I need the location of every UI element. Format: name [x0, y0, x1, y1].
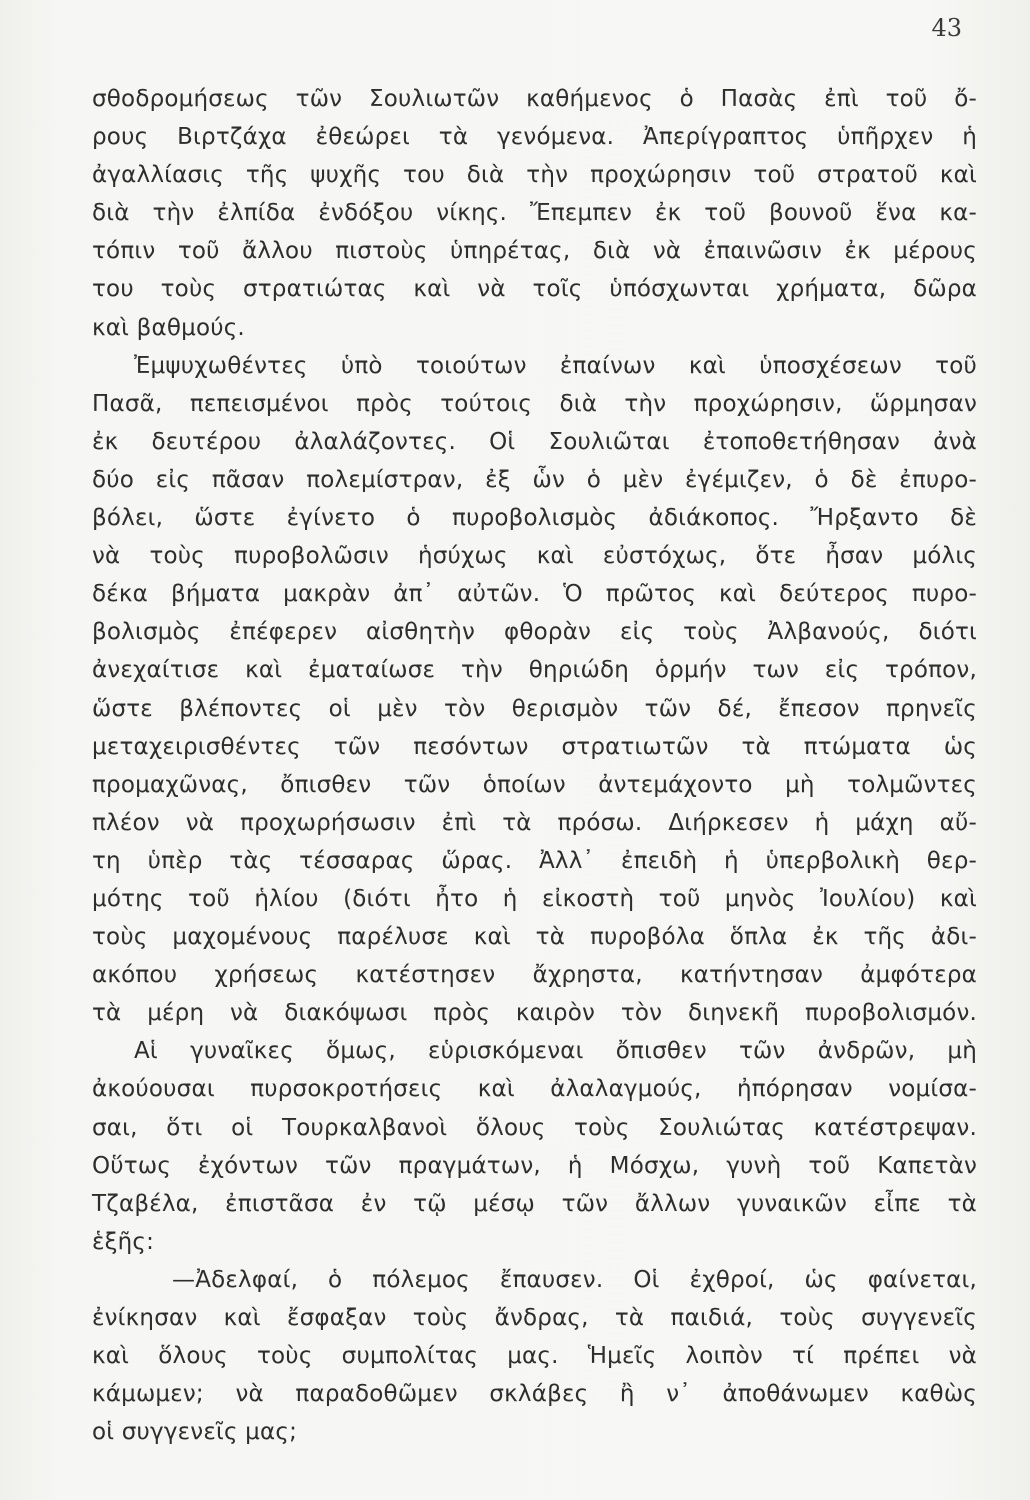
text-line: οἱ συγγενεῖς μας;	[92, 1419, 298, 1446]
text-line: ἐκ δευτέρου ἀλαλάζοντες. Οἱ Σουλιῶται ἐτοποθετήθησαν ἀνὰ	[92, 428, 977, 455]
text-line: ἀγαλλίασις τῆς ψυχῆς του διὰ τὴν προχώρησιν τοῦ στρατοῦ καὶ	[92, 162, 977, 189]
text-line: ἀνεχαίτισε καὶ ἐματαίωσε τὴν θηριώδη ὁρμήν των εἰς τρόπον,	[92, 657, 977, 684]
text-line: δέκα βήματα μακρὰν ἀπ᾽ αὐτῶν. Ὁ πρῶτος καὶ δεύτερος πυρο-	[92, 581, 977, 608]
text-line: διὰ τὴν ἐλπίδα ἐνδόξου νίκης. Ἔπεμπεν ἐκ τοῦ βουνοῦ ἕνα κα-	[92, 200, 977, 227]
text-line: ακόπου χρήσεως κατέστησεν ἄχρηστα, κατήντησαν ἀμφότερα	[92, 962, 977, 989]
text-line: καὶ ὅλους τοὺς συμπολίτας μας. Ἡμεῖς λοιπὸν τί πρέπει νὰ	[92, 1343, 977, 1370]
page-number: 43	[931, 14, 962, 42]
text-line: Αἱ γυναῖκες ὅμως, εὑρισκόμεναι ὄπισθεν τῶν ἀνδρῶν, μὴ	[134, 1038, 977, 1065]
text-line: Πασᾶ, πεπεισμένοι πρὸς τούτοις διὰ τὴν προχώρησιν, ὥρμησαν	[92, 390, 977, 417]
text-line: —Ἀδελφαί, ὁ πόλεμος ἔπαυσεν. Οἱ ἐχθροί, ὡς φαίνεται,	[172, 1266, 977, 1293]
text-line: ἐνίκησαν καὶ ἔσφαξαν τοὺς ἄνδρας, τὰ παιδιά, τοὺς συγγενεῖς	[92, 1305, 977, 1331]
text-line: Οὕτως ἐχόντων τῶν πραγμάτων, ἡ Μόσχω, γυνὴ τοῦ Καπετὰν	[92, 1152, 977, 1179]
text-line: βολισμὸς ἐπέφερεν αἰσθητὴν φθορὰν εἰς τοὺς Ἀλβανούς, διότι	[92, 619, 977, 646]
body-text	[92, 80, 977, 1451]
text-line: Τζαβέλα, ἐπιστᾶσα ἐν τῷ μέσῳ τῶν ἄλλων γυναικῶν εἶπε τὰ	[92, 1190, 977, 1217]
text-line: κάμωμεν; νὰ παραδοθῶμεν σκλάβες ἢ ν᾽ ἀποθάνωμεν καθὼς	[92, 1381, 977, 1408]
text-line: δύο εἰς πᾶσαν πολεμίστραν, ἐξ ὧν ὁ μὲν ἐγέμιζεν, ὁ δὲ ἐπυρο-	[92, 466, 977, 493]
text-line: προμαχῶνας, ὄπισθεν τῶν ὁποίων ἀντεμάχοντο μὴ τολμῶντες	[92, 771, 977, 798]
text-line: μεταχειρισθέντες τῶν πεσόντων στρατιωτῶν τὰ πτώματα ὡς	[92, 733, 977, 760]
text-line: ὥστε βλέποντες οἱ μὲν τὸν θερισμὸν τῶν δέ, ἔπεσον πρηνεῖς	[92, 695, 977, 722]
text-line: σθοδρομήσεως τῶν Σουλιωτῶν καθήμενος ὁ Πασὰς ἐπὶ τοῦ ὄ-	[92, 86, 977, 112]
text-line: ρους Βιρτζάχα ἐθεώρει τὰ γενόμενα. Ἀπερίγραπτος ὑπῆρχεν ἡ	[92, 124, 977, 151]
text-line: τη ὑπὲρ τὰς τέσσαρας ὥρας. Ἀλλ᾽ ἐπειδὴ ἡ ὑπερβολικὴ θερ-	[92, 847, 977, 874]
text-line: καὶ βαθμούς.	[92, 314, 245, 341]
text-line: μότης τοῦ ἡλίου (διότι ἦτο ἡ εἰκοστὴ τοῦ μηνὸς Ἰουλίου) καὶ	[92, 885, 977, 912]
text-line: βόλει, ὥστε ἐγίνετο ὁ πυροβολισμὸς ἀδιάκοπος. Ἤρξαντο δὲ	[92, 505, 977, 532]
text-line: τὰ μέρη νὰ διακόψωσι πρὸς καιρὸν τὸν διηνεκῆ πυροβολισμόν.	[92, 1000, 977, 1027]
text-line: ἑξῆς:	[92, 1228, 155, 1255]
text-line: του τοὺς στρατιώτας καὶ νὰ τοῖς ὑπόσχωνται χρήματα, δῶρα	[92, 276, 977, 303]
text-line: Ἐμψυχωθέντες ὑπὸ τοιούτων ἐπαίνων καὶ ὑποσχέσεων τοῦ	[134, 352, 977, 379]
text-line: τόπιν τοῦ ἄλλου πιστοὺς ὑπηρέτας, διὰ νὰ ἐπαινῶσιν ἐκ μέρους	[92, 238, 977, 265]
text-line: πλέον νὰ προχωρήσωσιν ἐπὶ τὰ πρόσω. Διήρκεσεν ἡ μάχη αὔ-	[92, 809, 977, 836]
text-line: ἀκούουσαι πυρσοκροτήσεις καὶ ἀλαλαγμούς, ἠπόρησαν νομίσα-	[92, 1076, 977, 1103]
text-line: τοὺς μαχομένους παρέλυσε καὶ τὰ πυροβόλα ὅπλα ἐκ τῆς ἀδι-	[92, 924, 977, 951]
text-line: νὰ τοὺς πυροβολῶσιν ἡσύχως καὶ εὐστόχως, ὅτε ἦσαν μόλις	[92, 543, 977, 570]
text-line: σαι, ὅτι οἱ Τουρκαλβανοὶ ὅλους τοὺς Σουλιώτας κατέστρεψαν.	[92, 1114, 977, 1141]
